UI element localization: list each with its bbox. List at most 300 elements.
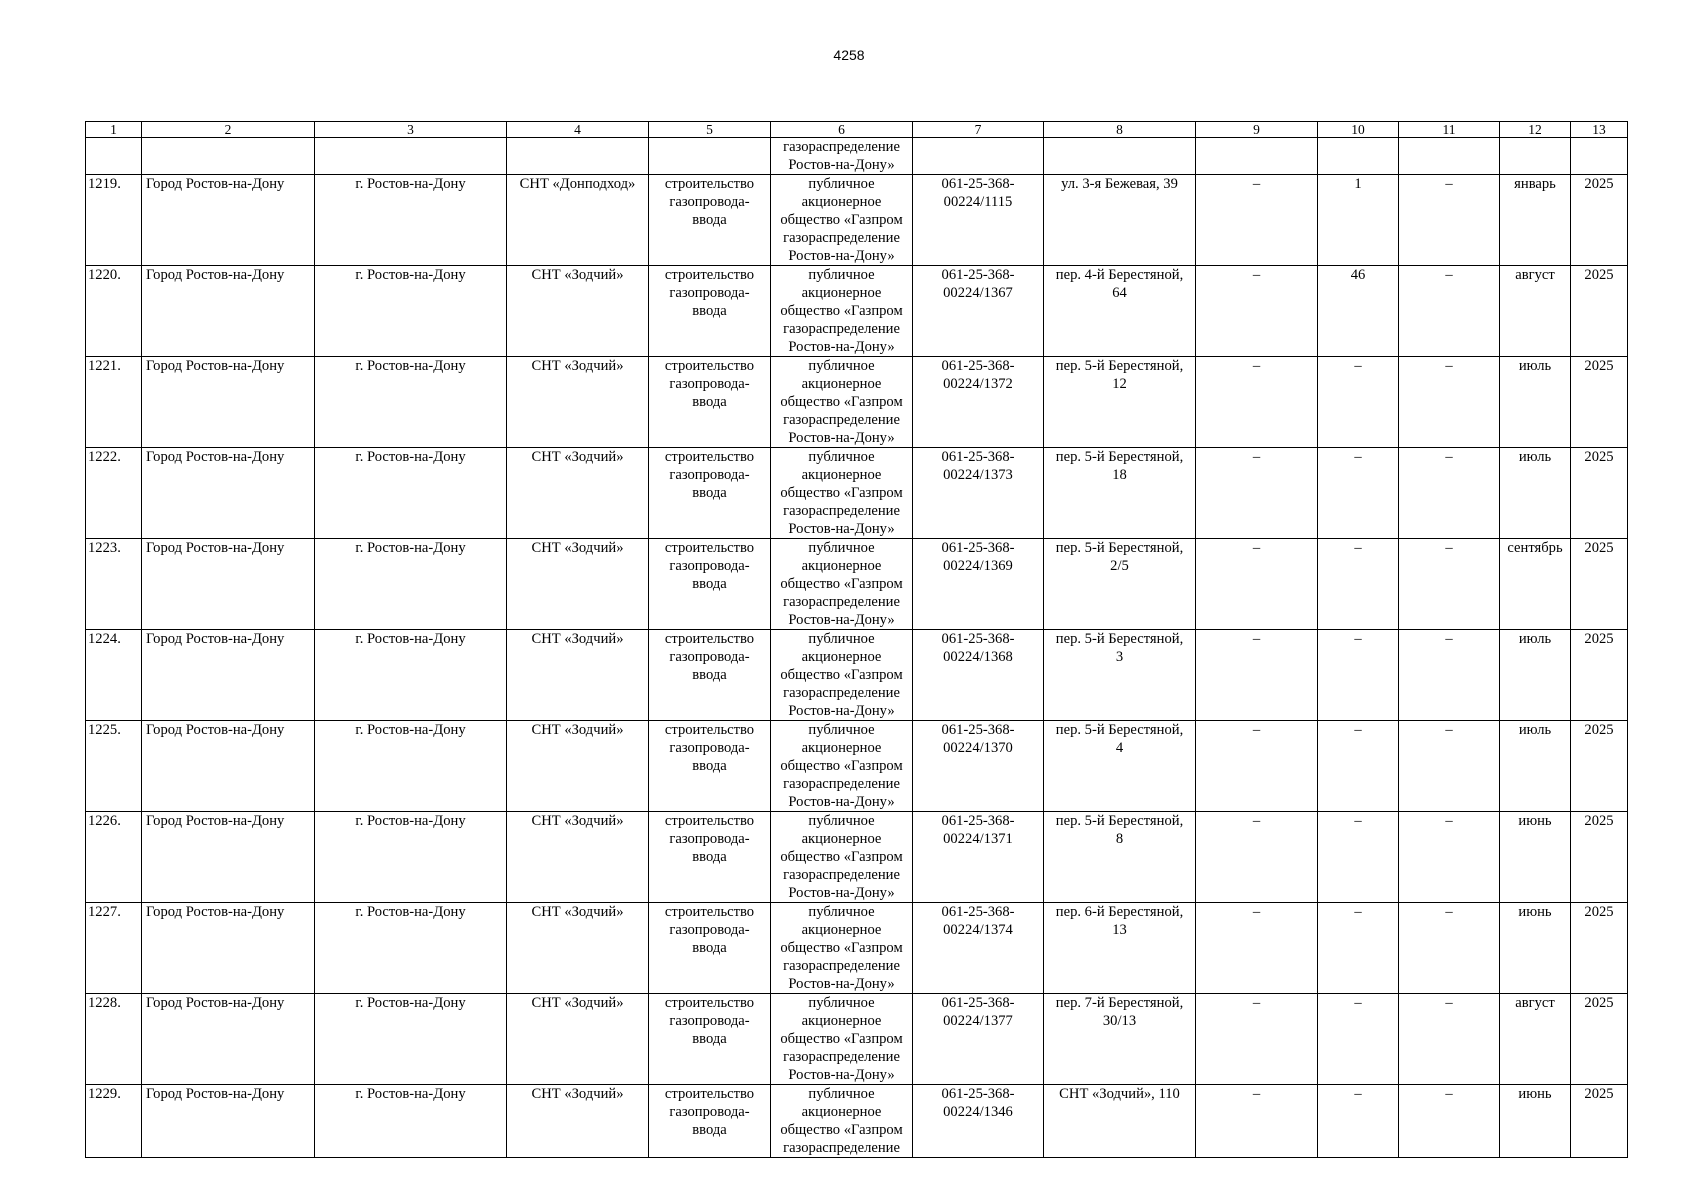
table-row [86, 812, 1628, 903]
cell-col-11 [1399, 1085, 1500, 1158]
cell-text: – [1445, 1086, 1453, 1102]
cell-col-10 [1318, 1085, 1399, 1158]
cell-col-9 [1196, 539, 1318, 630]
cell-address [1044, 448, 1196, 539]
cell-text: июль [1518, 631, 1552, 647]
cell-text: 2025 [1584, 722, 1614, 738]
cell-text: – [1252, 813, 1261, 829]
cell-col-10 [1318, 175, 1399, 266]
cell-application-id [913, 138, 1044, 175]
cell-text: 061-25-368- 00224/1377 [941, 995, 1015, 1029]
cell-address [1044, 266, 1196, 357]
cell-col-9 [1196, 812, 1318, 903]
cell-address [1044, 721, 1196, 812]
column-number-header: 4 [507, 122, 649, 138]
cell-text: пер. 5-й Берестяной, 12 [1055, 358, 1184, 392]
cell-text: 1227. [88, 904, 121, 920]
cell-text: публичное акционерное общество «Газпром газораспределение [780, 1086, 903, 1156]
cell-text: 2025 [1584, 1086, 1614, 1102]
cell-text: г. Ростов-на-Дону [355, 722, 466, 738]
cell-application-id [913, 357, 1044, 448]
cell-col-11 [1399, 266, 1500, 357]
cell-text: – [1354, 995, 1362, 1011]
cell-year [1571, 1085, 1628, 1158]
cell-text: 061-25-368- 00224/1115 [941, 176, 1015, 210]
cell-year [1571, 539, 1628, 630]
cell-text: г. Ростов-на-Дону [355, 904, 466, 920]
cell-work-type [649, 357, 771, 448]
cell-text: – [1445, 722, 1453, 738]
cell-col-10 [1318, 357, 1399, 448]
cell-territory [507, 994, 649, 1085]
cell-organization [771, 266, 913, 357]
cell-address [1044, 903, 1196, 994]
cell-text: август [1515, 267, 1555, 283]
cell-text: 2025 [1584, 267, 1614, 283]
cell-number [86, 138, 142, 175]
cell-text: публичное акционерное общество «Газпром газораспределение Ростов-на-Дону» [780, 540, 903, 628]
cell-col-10 [1318, 812, 1399, 903]
cell-text: – [1252, 631, 1261, 647]
cell-application-id [913, 903, 1044, 994]
cell-work-type [649, 448, 771, 539]
column-number-row [86, 122, 1628, 138]
cell-text: – [1354, 449, 1362, 465]
cell-text: Город Ростов-на-Дону [146, 176, 285, 192]
cell-application-id [913, 721, 1044, 812]
cell-text: Город Ростов-на-Дону [146, 358, 285, 374]
cell-text: СНТ «Зодчий» [531, 1086, 624, 1102]
cell-col-9 [1196, 448, 1318, 539]
cell-territory [507, 448, 649, 539]
cell-col-9 [1196, 357, 1318, 448]
cell-col-9 [1196, 266, 1318, 357]
cell-application-id [913, 266, 1044, 357]
cell-application-id [913, 1085, 1044, 1158]
cell-work-type [649, 266, 771, 357]
cell-text: 061-25-368- 00224/1371 [941, 813, 1015, 847]
cell-text: 2025 [1584, 995, 1614, 1011]
cell-text: публичное акционерное общество «Газпром газораспределение Ростов-на-Дону» [780, 904, 903, 992]
cell-col-11 [1399, 903, 1500, 994]
cell-month [1500, 175, 1571, 266]
cell-text: пер. 6-й Берестяной, 13 [1055, 904, 1184, 938]
cell-text: СНТ «Зодчий» [531, 358, 624, 374]
cell-col-11 [1399, 357, 1500, 448]
cell-number [86, 994, 142, 1085]
cell-text: 2025 [1584, 631, 1614, 647]
cell-text: СНТ «Зодчий», 110 [1059, 1086, 1180, 1102]
cell-text: август [1515, 995, 1555, 1011]
cell-month [1500, 448, 1571, 539]
cell-col-11 [1399, 448, 1500, 539]
cell-text: публичное акционерное общество «Газпром газораспределение Ростов-на-Дону» [780, 267, 903, 355]
cell-text: строительство газопровода- ввода [664, 904, 755, 956]
cell-text: пер. 5-й Берестяной, 18 [1055, 449, 1184, 483]
cell-work-type [649, 138, 771, 175]
cell-territory [507, 357, 649, 448]
cell-work-type [649, 630, 771, 721]
cell-settlement [315, 448, 507, 539]
cell-organization [771, 994, 913, 1085]
cell-text: г. Ростов-на-Дону [355, 631, 466, 647]
table-row [86, 630, 1628, 721]
cell-work-type [649, 721, 771, 812]
cell-municipality [142, 903, 315, 994]
cell-text: Город Ростов-на-Дону [146, 267, 285, 283]
cell-text: – [1354, 358, 1362, 374]
cell-text: 1221. [88, 358, 121, 374]
cell-work-type [649, 903, 771, 994]
cell-text: сентябрь [1507, 540, 1563, 556]
cell-text: – [1354, 722, 1362, 738]
cell-month [1500, 630, 1571, 721]
table-row [86, 448, 1628, 539]
cell-text: 46 [1350, 267, 1366, 283]
cell-text: – [1252, 176, 1261, 192]
cell-text: 2025 [1584, 904, 1614, 920]
cell-text: пер. 5-й Берестяной, 8 [1055, 813, 1184, 847]
cell-municipality [142, 138, 315, 175]
cell-text: 061-25-368- 00224/1374 [941, 904, 1015, 938]
cell-text: г. Ростов-на-Дону [355, 995, 466, 1011]
cell-col-10 [1318, 994, 1399, 1085]
cell-year [1571, 630, 1628, 721]
cell-number [86, 630, 142, 721]
cell-work-type [649, 812, 771, 903]
cell-text: публичное акционерное общество «Газпром газораспределение Ростов-на-Дону» [780, 722, 903, 810]
cell-settlement [315, 138, 507, 175]
cell-text: – [1252, 358, 1261, 374]
cell-col-9 [1196, 994, 1318, 1085]
cell-number [86, 1085, 142, 1158]
cell-text: 1 [1354, 176, 1362, 192]
cell-text: 1226. [88, 813, 121, 829]
column-number-header: 2 [142, 122, 315, 138]
cell-number [86, 175, 142, 266]
table-row [86, 1085, 1628, 1158]
cell-application-id [913, 812, 1044, 903]
column-number-header: 7 [913, 122, 1044, 138]
cell-municipality [142, 1085, 315, 1158]
cell-text: строительство газопровода- ввода [664, 631, 755, 683]
cell-text: 1228. [88, 995, 121, 1011]
column-number-header: 1 [86, 122, 142, 138]
cell-text: 061-25-368- 00224/1372 [941, 358, 1015, 392]
cell-month [1500, 812, 1571, 903]
cell-municipality [142, 630, 315, 721]
cell-text: – [1354, 631, 1362, 647]
cell-text: – [1252, 904, 1261, 920]
cell-text: публичное акционерное общество «Газпром газораспределение Ростов-на-Дону» [780, 358, 903, 446]
cell-text: 061-25-368- 00224/1346 [941, 1086, 1015, 1120]
cell-text: – [1252, 1086, 1261, 1102]
cell-year [1571, 448, 1628, 539]
cell-text: 2025 [1584, 813, 1614, 829]
cell-text: СНТ «Зодчий» [531, 722, 624, 738]
cell-col-11 [1399, 138, 1500, 175]
cell-settlement [315, 812, 507, 903]
column-number-header: 8 [1044, 122, 1196, 138]
cell-col-9 [1196, 903, 1318, 994]
cell-col-10 [1318, 138, 1399, 175]
cell-col-10 [1318, 721, 1399, 812]
cell-text: СНТ «Донподход» [519, 176, 636, 192]
cell-text: г. Ростов-на-Дону [355, 449, 466, 465]
cell-text: 061-25-368- 00224/1370 [941, 722, 1015, 756]
cell-col-10 [1318, 266, 1399, 357]
cell-col-10 [1318, 448, 1399, 539]
cell-text: – [1445, 631, 1453, 647]
cell-organization [771, 539, 913, 630]
cell-text: 1224. [88, 631, 121, 647]
cell-col-11 [1399, 630, 1500, 721]
cell-text: Город Ростов-на-Дону [146, 631, 285, 647]
cell-organization [771, 357, 913, 448]
cell-month [1500, 903, 1571, 994]
cell-territory [507, 266, 649, 357]
cell-territory [507, 539, 649, 630]
cell-text: строительство газопровода- ввода [664, 176, 755, 228]
cell-text: – [1354, 904, 1362, 920]
table-row [86, 175, 1628, 266]
cell-text: г. Ростов-на-Дону [355, 813, 466, 829]
cell-col-11 [1399, 539, 1500, 630]
cell-municipality [142, 266, 315, 357]
cell-year [1571, 357, 1628, 448]
cell-month [1500, 138, 1571, 175]
cell-text: СНТ «Зодчий» [531, 813, 624, 829]
cell-text: пер. 7-й Берестяной, 30/13 [1055, 995, 1184, 1029]
cell-address [1044, 1085, 1196, 1158]
table-row [86, 721, 1628, 812]
cell-text: СНТ «Зодчий» [531, 449, 624, 465]
cell-text: публичное акционерное общество «Газпром газораспределение Ростов-на-Дону» [780, 449, 903, 537]
cell-settlement [315, 721, 507, 812]
cell-col-9 [1196, 630, 1318, 721]
cell-text: СНТ «Зодчий» [531, 631, 624, 647]
register-table [85, 121, 1628, 1158]
cell-col-11 [1399, 994, 1500, 1085]
cell-text: пер. 5-й Берестяной, 4 [1055, 722, 1184, 756]
cell-text: июнь [1518, 904, 1552, 920]
cell-text: г. Ростов-на-Дону [355, 540, 466, 556]
cell-text: СНТ «Зодчий» [531, 995, 624, 1011]
cell-text: газораспределение Ростов-на-Дону» [783, 139, 900, 173]
cell-number [86, 266, 142, 357]
column-number-header: 6 [771, 122, 913, 138]
carryover-row [86, 138, 1628, 175]
cell-address [1044, 539, 1196, 630]
cell-text: 1220. [88, 267, 121, 283]
cell-col-11 [1399, 721, 1500, 812]
cell-municipality [142, 175, 315, 266]
cell-application-id [913, 630, 1044, 721]
cell-text: пер. 5-й Берестяной, 3 [1055, 631, 1184, 665]
cell-organization [771, 138, 913, 175]
cell-settlement [315, 994, 507, 1085]
cell-text: Город Ростов-на-Дону [146, 995, 285, 1011]
page-number: 4258 [833, 47, 865, 63]
cell-organization [771, 1085, 913, 1158]
cell-territory [507, 630, 649, 721]
cell-year [1571, 812, 1628, 903]
cell-month [1500, 721, 1571, 812]
cell-number [86, 357, 142, 448]
cell-text: июль [1518, 449, 1552, 465]
column-number-header: 3 [315, 122, 507, 138]
cell-text: – [1252, 722, 1261, 738]
cell-col-9 [1196, 138, 1318, 175]
cell-municipality [142, 812, 315, 903]
cell-text: СНТ «Зодчий» [531, 904, 624, 920]
cell-col-9 [1196, 721, 1318, 812]
cell-text: – [1445, 995, 1453, 1011]
cell-text: публичное акционерное общество «Газпром газораспределение Ростов-на-Дону» [780, 631, 903, 719]
table-row [86, 266, 1628, 357]
cell-settlement [315, 266, 507, 357]
cell-text: 2025 [1584, 449, 1614, 465]
cell-number [86, 539, 142, 630]
cell-work-type [649, 539, 771, 630]
cell-work-type [649, 994, 771, 1085]
cell-year [1571, 175, 1628, 266]
cell-address [1044, 630, 1196, 721]
cell-application-id [913, 448, 1044, 539]
cell-text: Город Ростов-на-Дону [146, 722, 285, 738]
cell-text: строительство газопровода- ввода [664, 722, 755, 774]
cell-application-id [913, 994, 1044, 1085]
cell-settlement [315, 357, 507, 448]
cell-text: июнь [1518, 1086, 1552, 1102]
cell-col-11 [1399, 812, 1500, 903]
cell-text: 1222. [88, 449, 121, 465]
cell-month [1500, 1085, 1571, 1158]
table-body [86, 122, 1628, 1158]
cell-territory [507, 138, 649, 175]
cell-text: – [1445, 449, 1453, 465]
cell-text: публичное акционерное общество «Газпром газораспределение Ростов-на-Дону» [780, 176, 903, 264]
cell-settlement [315, 1085, 507, 1158]
cell-text: 1229. [88, 1086, 121, 1102]
cell-organization [771, 630, 913, 721]
cell-text: 2025 [1584, 176, 1614, 192]
cell-territory [507, 721, 649, 812]
cell-organization [771, 903, 913, 994]
cell-text: СНТ «Зодчий» [531, 267, 624, 283]
cell-organization [771, 175, 913, 266]
table-row [86, 539, 1628, 630]
cell-address [1044, 994, 1196, 1085]
table-row [86, 994, 1628, 1085]
cell-text: строительство газопровода- ввода [664, 813, 755, 865]
table-row [86, 903, 1628, 994]
cell-text: строительство газопровода- ввода [664, 540, 755, 592]
cell-text: строительство газопровода- ввода [664, 449, 755, 501]
cell-text: – [1445, 267, 1453, 283]
cell-year [1571, 903, 1628, 994]
cell-text: – [1445, 176, 1453, 192]
cell-col-10 [1318, 539, 1399, 630]
cell-text: строительство газопровода- ввода [664, 995, 755, 1047]
cell-address [1044, 812, 1196, 903]
cell-year [1571, 266, 1628, 357]
cell-organization [771, 721, 913, 812]
cell-text: публичное акционерное общество «Газпром газораспределение Ростов-на-Дону» [780, 813, 903, 901]
cell-text: 1219. [88, 176, 121, 192]
cell-col-9 [1196, 1085, 1318, 1158]
cell-col-9 [1196, 175, 1318, 266]
cell-text: пер. 4-й Берестяной, 64 [1055, 267, 1184, 301]
cell-work-type [649, 1085, 771, 1158]
cell-col-10 [1318, 630, 1399, 721]
cell-month [1500, 994, 1571, 1085]
cell-text: строительство газопровода- ввода [664, 358, 755, 410]
cell-text: строительство газопровода- ввода [664, 267, 755, 319]
cell-address [1044, 357, 1196, 448]
cell-number [86, 812, 142, 903]
cell-text: 1225. [88, 722, 121, 738]
cell-year [1571, 138, 1628, 175]
table-row [86, 357, 1628, 448]
cell-month [1500, 357, 1571, 448]
cell-settlement [315, 630, 507, 721]
column-number-header: 11 [1399, 122, 1500, 138]
cell-territory [507, 812, 649, 903]
cell-text: г. Ростов-на-Дону [355, 176, 466, 192]
column-number-header: 9 [1196, 122, 1318, 138]
cell-municipality [142, 721, 315, 812]
column-number-header: 5 [649, 122, 771, 138]
cell-text: – [1445, 358, 1453, 374]
cell-application-id [913, 175, 1044, 266]
cell-text: г. Ростов-на-Дону [355, 358, 466, 374]
cell-application-id [913, 539, 1044, 630]
cell-year [1571, 994, 1628, 1085]
cell-text: – [1445, 540, 1453, 556]
cell-municipality [142, 448, 315, 539]
cell-text: Город Ростов-на-Дону [146, 540, 285, 556]
cell-text: – [1252, 995, 1261, 1011]
cell-number [86, 721, 142, 812]
cell-col-11 [1399, 175, 1500, 266]
cell-number [86, 903, 142, 994]
cell-territory [507, 175, 649, 266]
cell-text: – [1445, 904, 1453, 920]
cell-text: – [1252, 267, 1261, 283]
cell-text: публичное акционерное общество «Газпром газораспределение Ростов-на-Дону» [780, 995, 903, 1083]
cell-text: пер. 5-й Берестяной, 2/5 [1055, 540, 1184, 574]
cell-text: г. Ростов-на-Дону [355, 267, 466, 283]
cell-text: 061-25-368- 00224/1368 [941, 631, 1015, 665]
cell-text: ул. 3-я Бежевая, 39 [1061, 176, 1178, 192]
cell-text: 061-25-368- 00224/1373 [941, 449, 1015, 483]
cell-text: – [1445, 813, 1453, 829]
cell-text: Город Ростов-на-Дону [146, 449, 285, 465]
cell-month [1500, 539, 1571, 630]
cell-number [86, 448, 142, 539]
cell-address [1044, 175, 1196, 266]
cell-text: Город Ростов-на-Дону [146, 904, 285, 920]
cell-text: январь [1514, 176, 1556, 192]
cell-text: – [1354, 813, 1362, 829]
cell-text: строительство газопровода- ввода [664, 1086, 755, 1138]
cell-text: Город Ростов-на-Дону [146, 1086, 285, 1102]
cell-text: июнь [1518, 813, 1552, 829]
cell-col-10 [1318, 903, 1399, 994]
cell-work-type [649, 175, 771, 266]
cell-text: 2025 [1584, 358, 1614, 374]
